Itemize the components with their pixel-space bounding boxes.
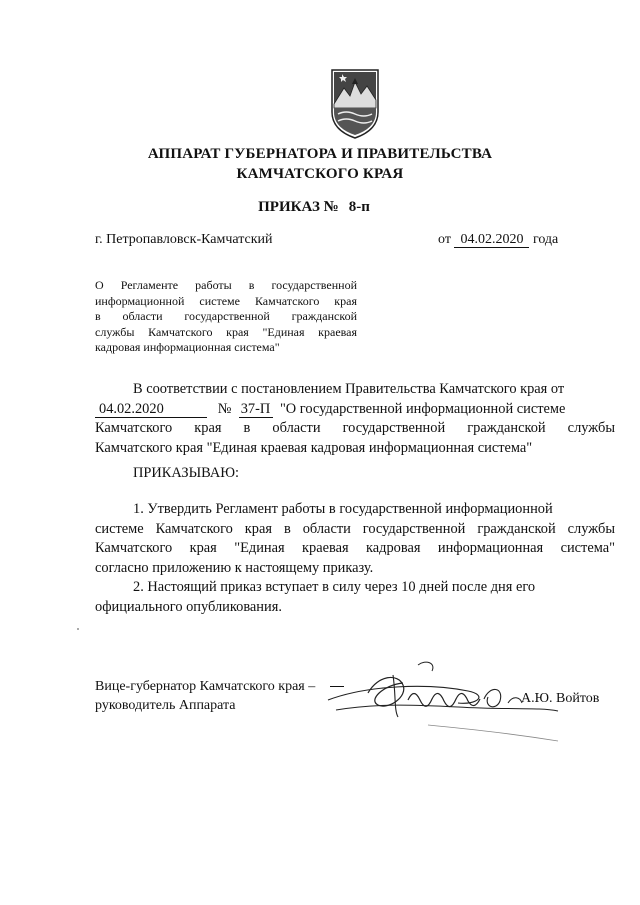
resolution-date: 04.02.2020 xyxy=(95,402,207,418)
paragraph1-line-3: Камчатского края в области государственной гражданской службы xyxy=(95,420,615,436)
paragraph1-line-2 xyxy=(95,400,615,420)
item2-line-1: 2. Настоящий приказ вступает в силу через 10 дней после дня его xyxy=(133,579,536,595)
position-line-1: Вице-губернатор Камчатского края – xyxy=(95,679,316,694)
header-line-2: КАМЧАТСКОГО КРАЯ xyxy=(236,166,404,182)
subject-line-2: информационной системе Камчатского края xyxy=(95,293,357,308)
item1-line-4: согласно приложению к настоящему приказу. xyxy=(95,559,374,576)
subject-line-5: кадровая информационная система" xyxy=(95,340,280,354)
paragraph-basis xyxy=(95,380,615,458)
order-label: ПРИКАЗ № xyxy=(258,199,339,215)
order-directive: ПРИКАЗЫВАЮ: xyxy=(133,465,240,481)
subject-line-4: службы Камчатского края "Единая краевая xyxy=(95,324,357,339)
order-title xyxy=(0,199,640,216)
item1-line-1: 1. Утвердить Регламент работы в государственной информационной xyxy=(133,501,553,517)
resolution-number: 37-П xyxy=(239,402,273,418)
order-subject xyxy=(95,278,357,356)
order-items xyxy=(95,500,615,617)
paragraph1-line-1: В соответствии с постановлением Правительства Камчатского края от xyxy=(133,381,565,397)
date-value: 04.02.2020 xyxy=(454,233,529,248)
subject-line-1: О Регламенте работы в государственной xyxy=(95,278,357,292)
coat-of-arms-emblem xyxy=(330,68,380,140)
order-date xyxy=(438,232,558,248)
place-of-issue: г. Петропавловск-Камчатский xyxy=(95,232,273,247)
header-line-1: АППАРАТ ГУБЕРНАТОРА И ПРАВИТЕЛЬСТВА xyxy=(147,146,493,162)
order-number: 8-п xyxy=(348,199,370,215)
subject-line-3: в области государственной гражданской xyxy=(95,309,357,323)
paragraph1-line-2-rest: "О государственной информационной системе xyxy=(279,400,566,417)
paragraph1-line-4: Камчатского края "Единая краевая кадровая информационная система" xyxy=(95,439,533,456)
item1-line-2: системе Камчатского края в области государственной гражданской службы xyxy=(95,520,615,537)
item2-line-2: официального опубликования. xyxy=(95,598,282,615)
position-line-2: руководитель Аппарата xyxy=(95,698,236,713)
item1-line-3: Камчатского края "Единая краевая кадровая информационная система" xyxy=(95,540,615,556)
signatory-name: А.Ю. Войтов xyxy=(521,691,600,706)
number-sign: № xyxy=(217,400,232,417)
date-suffix: года xyxy=(532,232,559,247)
signature-dash-line xyxy=(330,686,344,687)
signatory-position xyxy=(95,677,315,715)
date-prefix: от xyxy=(438,232,451,247)
scan-speck xyxy=(77,628,79,630)
